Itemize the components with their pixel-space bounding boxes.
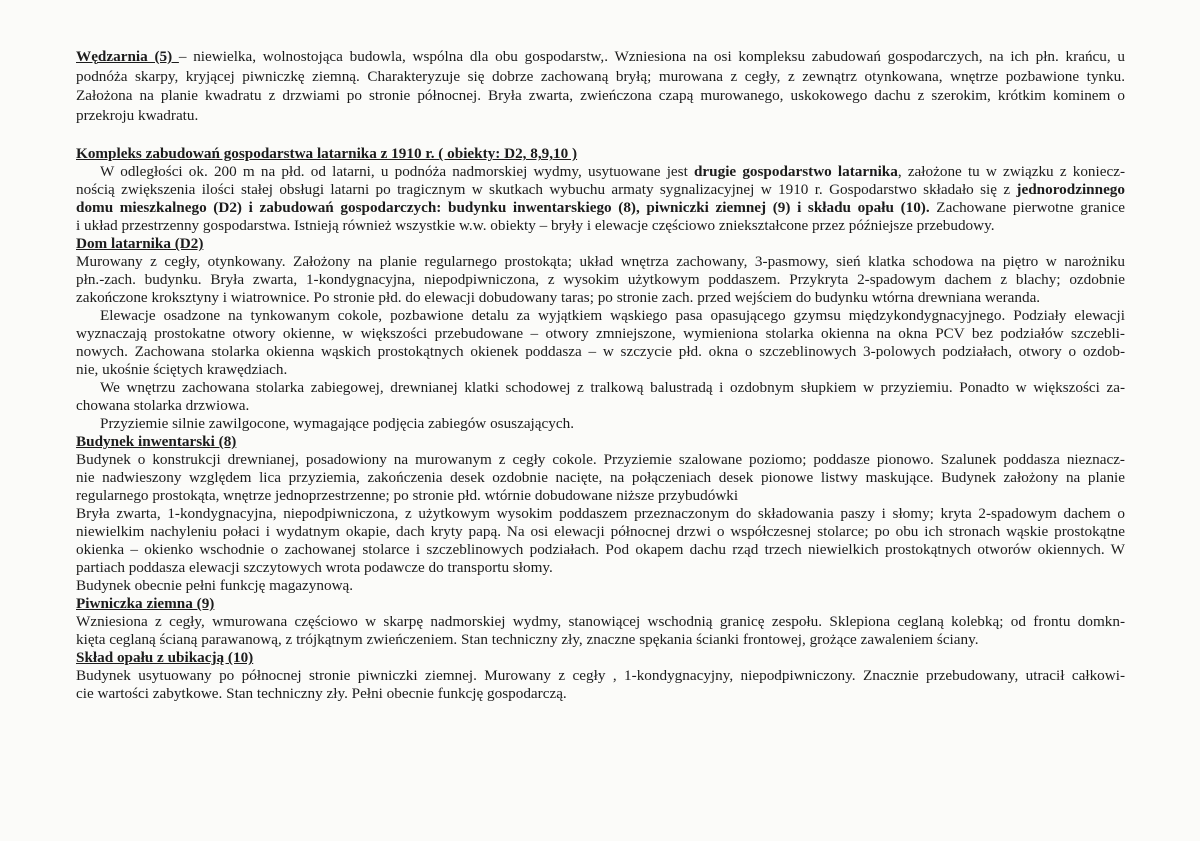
bold-segment: drugie gospodarstwo latarnika	[693, 163, 898, 181]
text-line: zakończone kroksztyny i wiatrownice. Po stronie płd. do elewacji dobudowany taras; po stronie zach. przed wejściem do budynku wtórna drewniana weranda.	[76, 289, 1041, 307]
text-line: nowych. Zachowana stolarka okienna wąskich prostokątnych okienek poddasza – w szczycie płd. okna o szczeblinowych 3-polowych podziałach, otwory o ozdob-	[76, 343, 1125, 361]
section-complex	[76, 145, 1125, 235]
section-heading: Wędzarnia (5)	[76, 48, 179, 65]
text-line: We wnętrzu zachowana stolarka zabiegowej, drewnianej klatki schodowej z tralkową balustradą i ozdobnym słupkiem w przyziemiu. Ponadto w większości za-	[100, 379, 1125, 397]
section-wedzarnia	[76, 47, 1125, 125]
text-line: wyznaczają prostokatne otwory okienne, w większości przebudowane – otwory zmniejszone, wymieniona stolarka okienna na okna PCV bez podziałów szczebli-	[76, 325, 1125, 343]
text-line: Budynek usytuowany po północnej stronie piwniczki ziemnej. Murowany z cegły , 1-kondygnacyjny, niepodpiwniczony. Znacznie przebudowany, utracił całkowi-	[76, 667, 1125, 685]
text-line	[76, 47, 1125, 67]
text-line: Elewacje osadzone na tynkowanym cokole, pozbawione detalu za wyjątkiem wąskiego pasa opasującego gzymsu międzykondygnacyjnego. Podziały elewacji	[100, 307, 1125, 325]
text-segment: Zachowane pierwotne granice	[929, 199, 1125, 217]
section-heading: Budynek inwentarski (8)	[76, 433, 237, 451]
text-line	[76, 199, 1125, 217]
text-line: nie, ukośnie ściętych krawędziach.	[76, 361, 288, 379]
text-line: podnóża skarpy, kryjącej piwniczkę ziemną. Charakteryzuje się dobrze zachowaną bryłą; murowana z cegły, z zewnątrz otynkowana, wnętrze pozbawione tynku.	[76, 67, 1125, 85]
text-line: okienka – okienko wschodnie o zachowanej stolarce i szczeblinowych podziałach. Pod okapem dachu rząd trzech niewielkich prostokątnych otworów okiennych. W	[76, 541, 1125, 559]
text-line	[76, 163, 1125, 181]
section-dom-latarnika	[76, 235, 1125, 433]
document-page	[76, 47, 1125, 703]
text-line: chowana stolarka drzwiowa.	[76, 397, 250, 415]
text-line: Wzniesiona z cegły, wmurowana częściowo w skarpę nadmorskiej wydmy, stanowiącej wschodnią granicę zespołu. Sklepiona ceglaną kolebką; od frontu domkn-	[76, 613, 1125, 631]
text-line: Bryła zwarta, 1-kondygnacyjna, niepodpiwniczona, z użytkowym wysokim poddaszem przeznaczonym do składowania paszy i słomy; kryta 2-spadowym dachem o	[76, 505, 1125, 523]
text-segment: nością zwiększenia ilości stałej obsługi latarni po tragicznym w skutkach wybuchu armaty sygnalizacyjnej w 1910 r. Gospodarstwo składało się z	[76, 181, 1017, 199]
section-heading: Skład opału z ubikacją (10)	[76, 649, 254, 667]
text-line: regularnego prostokąta, wnętrze jednoprzestrzenne; po stronie płd. wtórnie dobudowane niższe przybudówki	[76, 487, 739, 505]
text-line: przekroju kwadratu.	[76, 106, 199, 124]
section-budynek-inwentarski	[76, 433, 1125, 595]
text-line: nie nadwieszony względem lica przyziemia, zakończenia desek ozdobnie nacięte, na połączeniach desek pionowe listwy maskujące. Budynek założony na planie	[76, 469, 1125, 487]
text-segment: W odległości ok. 200 m na płd. od latarni, u podnóża nadmorskiej wydmy, usytuowane jest	[100, 163, 694, 181]
section-piwniczka	[76, 595, 1125, 649]
section-heading: Dom latarnika (D2)	[76, 235, 204, 253]
text-line: i układ przestrzenny gospodarstwa. Istnieją również wszystkie w.w. obiekty – bryły i elewacje częściowo zniekształcone przez późniejsze przebudowy.	[76, 217, 995, 235]
text-line: niewielkim nachyleniu połaci i wydatnym okapie, dach kryty papą. Na osi elewacji północnej drzwi o współczesnej stolarce; po obu ich stronach wąskie prostokątne	[76, 523, 1125, 541]
text-segment: – niewielka, wolnostojąca budowla, wspólna dla obu gospodarstw,. Wzniesiona na osi kompleksu zabudowań gospodarczych, na ich płn. krańcu, u	[178, 48, 1125, 65]
bold-segment: jednorodzinnego	[1016, 181, 1125, 199]
text-line: cie wartości zabytkowe. Stan techniczny zły. Pełni obecnie funkcję gospodarczą.	[76, 685, 567, 703]
text-line: Budynek o konstrukcji drewnianej, posadowiony na murowanym z cegły cokole. Przyziemie szalowane poziomo; poddasze pionowo. Szalunek poddasza nieznacz-	[76, 451, 1125, 469]
text-line: kięta ceglaną ścianą parawanową, z trójkątnym zwieńczeniem. Stan techniczny zły, znaczne spękania ścianki frontowej, grożące zawaleniem ściany.	[76, 631, 979, 649]
section-heading: Piwniczka ziemna (9)	[76, 595, 215, 613]
text-line: Przyziemie silnie zawilgocone, wymagające podjęcia zabiegów osuszających.	[100, 415, 574, 433]
bold-segment: domu mieszkalnego (D2) i zabudowań gospodarczych: budynku inwentarskiego (8), piwniczki ziemnej (9) i składu opału (10).	[76, 199, 930, 217]
text-line: partiach poddasza elewacji szczytowych wrota podawcze do transportu słomy.	[76, 559, 553, 577]
text-line: Murowany z cegły, otynkowany. Założony na planie regularnego prostokąta; układ wnętrza zachowany, 3-pasmowy, sień klatka schodowa na piętro w narożniku	[76, 253, 1125, 271]
section-heading: Kompleks zabudowań gospodarstwa latarnika z 1910 r. ( obiekty: D2, 8,9,10 )	[76, 145, 578, 163]
text-line	[76, 181, 1125, 199]
text-line: Założona na planie kwadratu z drzwiami po stronie północnej. Bryła zwarta, zwieńczona czapą murowanego, uskokowego dachu z szerokim, krótkim kominem o	[76, 87, 1125, 105]
text-line: Budynek obecnie pełni funkcję magazynową.	[76, 577, 354, 595]
section-sklad-opalu	[76, 649, 1125, 703]
text-segment: , założone tu w związku z koniecz-	[897, 163, 1126, 181]
text-line: płn.-zach. budynku. Bryła zwarta, 1-kondygnacyjna, niepodpiwniczona, z wysokim użytkowym poddaszem. Przykryta 2-spadowym dachem z blachy; ozdobnie	[76, 271, 1125, 289]
